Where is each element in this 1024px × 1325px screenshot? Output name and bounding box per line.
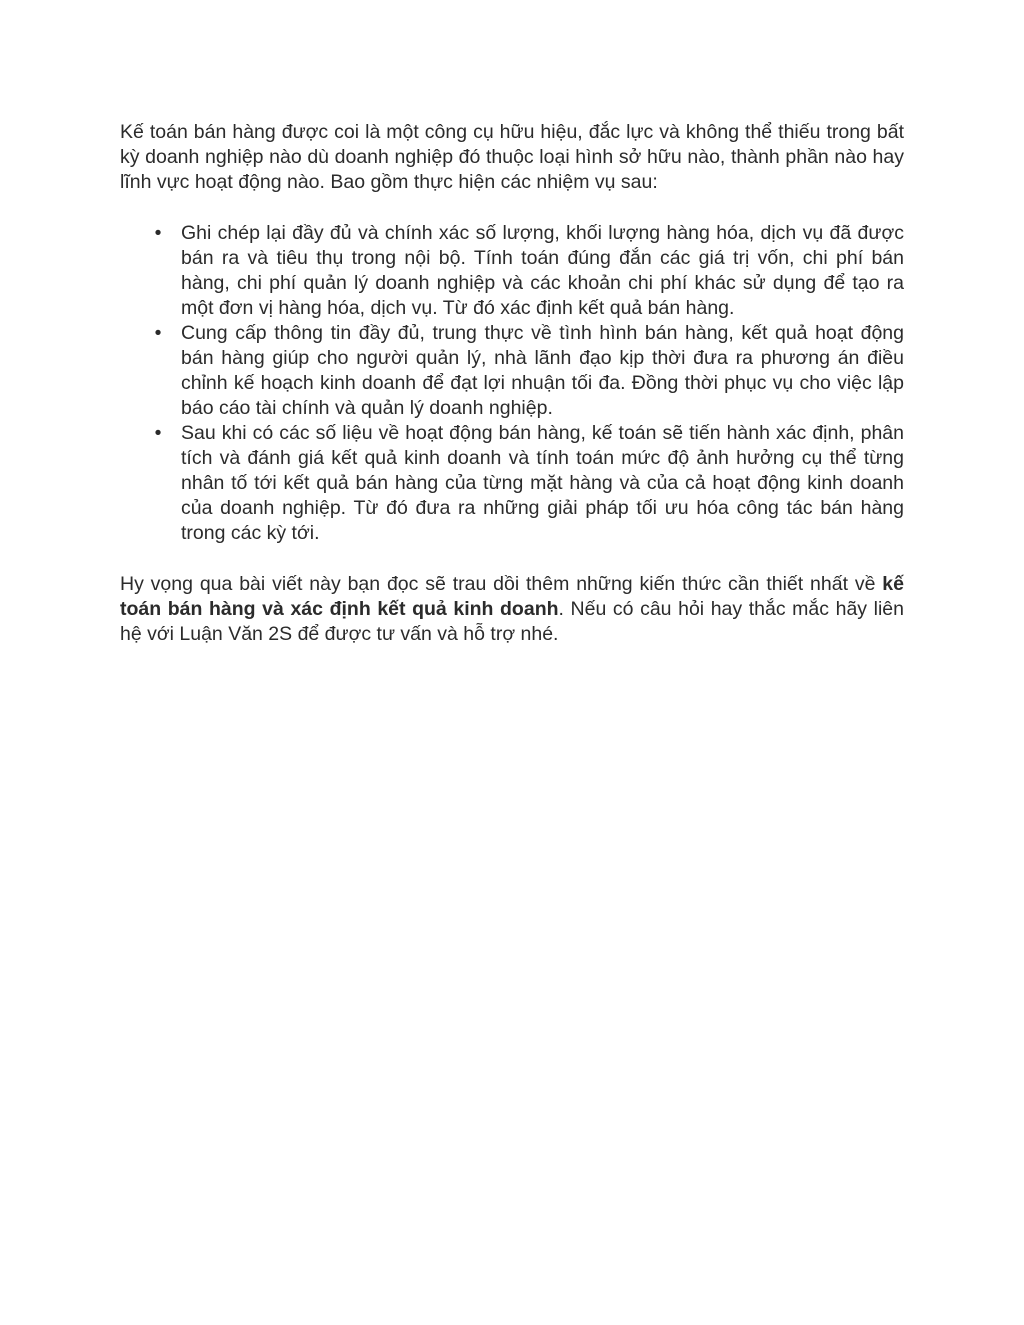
bullet-icon: • bbox=[154, 422, 162, 444]
list-item bbox=[154, 321, 904, 421]
list-item bbox=[154, 421, 904, 546]
list-item-text: Ghi chép lại đầy đủ và chính xác số lượng, khối lượng hàng hóa, dịch vụ đã được bán ra và tiêu thụ trong nội bộ. Tính toán đúng đắn các giá trị vốn, chi phí bán hàng, chi phí quản lý doanh nghiệp và các khoản chi phí khác sử dụng để tạo ra một đơn vị hàng hóa, dịch vụ. Từ đó xác định kết quả bán hàng. bbox=[181, 222, 904, 319]
highlighted-topic: kế toán bán hàng và xác định kết quả kinh doanh bbox=[120, 573, 904, 620]
bullet-icon: • bbox=[154, 322, 162, 344]
list-item bbox=[154, 221, 904, 321]
list-item-text: Cung cấp thông tin đầy đủ, trung thực về tình hình bán hàng, kết quả hoạt động bán hàng giúp cho người quản lý, nhà lãnh đạo kịp thời đưa ra phương án điều chỉnh kế hoạch kinh doanh để đạt lợi nhuận tối đa. Đồng thời phục vụ cho việc lập báo cáo tài chính và quản lý doanh nghiệp. bbox=[181, 322, 904, 419]
intro-paragraph: Kế toán bán hàng được coi là một công cụ hữu hiệu, đắc lực và không thể thiếu trong bất kỳ doanh nghiệp nào dù doanh nghiệp đó thuộc loại hình sở hữu nào, thành phần nào hay lĩnh vực hoạt động nào. Bao gồm thực hiện các nhiệm vụ sau: bbox=[120, 121, 904, 193]
document-body bbox=[120, 120, 904, 647]
task-list bbox=[120, 221, 904, 546]
closing-text-before: Hy vọng qua bài viết này bạn đọc sẽ trau dồi thêm những kiến thức cần thiết nhất về bbox=[120, 573, 883, 595]
bullet-icon: • bbox=[154, 222, 162, 244]
closing-text-after: . Nếu có câu hỏi hay thắc mắc hãy liên hệ với Luận Văn 2S để được tư vấn và hỗ trợ nhé. bbox=[120, 598, 904, 645]
closing-paragraph bbox=[120, 572, 904, 647]
list-item-text: Sau khi có các số liệu về hoạt động bán hàng, kế toán sẽ tiến hành xác định, phân tích và đánh giá kết quả kinh doanh và tính toán mức độ ảnh hưởng cụ thể từng nhân tố tới kết quả bán hàng của từng mặt hàng và của cả hoạt động kinh doanh của doanh nghiệp. Từ đó đưa ra những giải pháp tối ưu hóa công tác bán hàng trong các kỳ tới. bbox=[181, 422, 904, 544]
